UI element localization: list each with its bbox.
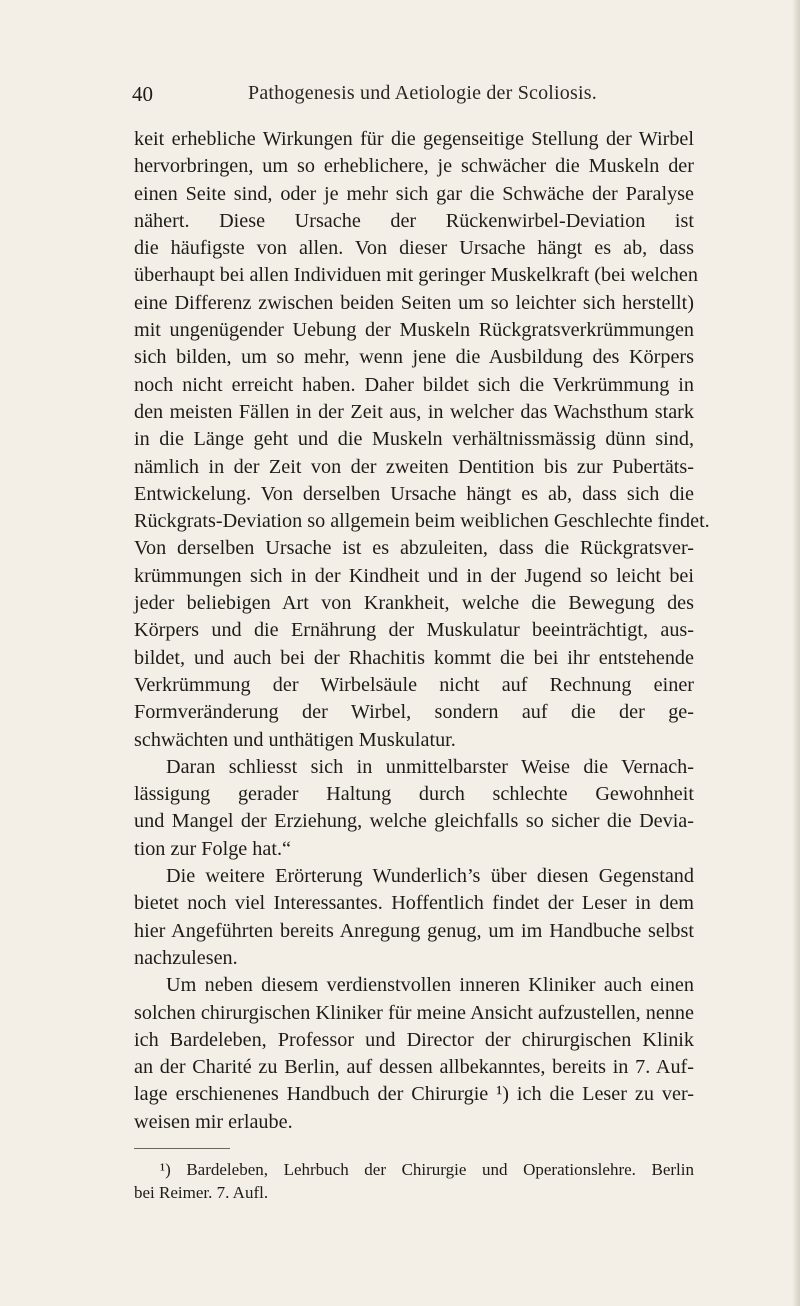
text-line: bildet, und auch bei der Rhachitis kommt die bei ihr entstehende	[134, 646, 694, 669]
text-line: krümmungen sich in der Kindheit und in der Jugend so leicht bei	[134, 564, 694, 587]
page-number: 40	[132, 82, 153, 106]
text-line: bietet noch viel Interessantes. Hoffentlich findet der Leser in dem	[134, 892, 694, 915]
text-line: schwächten und unthätigen Muskulatur.	[134, 728, 456, 751]
text-line: und Mangel der Erziehung, welche gleichfalls so sicher die Devia-	[134, 810, 694, 833]
text-line: hervorbringen, um so erheblichere, je schwächer die Muskeln der	[134, 155, 694, 178]
text-line: die häufigste von allen. Von dieser Ursache hängt es ab, dass	[134, 237, 694, 260]
footnote	[134, 1158, 694, 1204]
running-head: Pathogenesis und Aetiologie der Scoliosis.	[248, 82, 597, 104]
text-line: jeder beliebigen Art von Krankheit, welche die Bewegung des	[134, 592, 694, 615]
footnote-line: bei Reimer. 7. Aufl.	[134, 1183, 269, 1202]
text-line: Daran schliesst sich in unmittelbarster Weise die Vernach-	[166, 755, 694, 778]
text-line: Verkrümmung der Wirbelsäule nicht auf Rechnung einer	[134, 673, 694, 696]
text-line: lage erschienenes Handbuch der Chirurgie ¹) ich die Leser zu ver-	[134, 1083, 694, 1106]
footnote-divider	[134, 1148, 230, 1149]
text-line: nachzulesen.	[134, 946, 238, 969]
text-line: an der Charité zu Berlin, auf dessen allbekanntes, bereits in 7. Auf-	[134, 1056, 694, 1079]
text-line: Entwickelung. Von derselben Ursache hängt es ab, dass sich die	[134, 482, 694, 505]
text-line: nämlich in der Zeit von der zweiten Dentition bis zur Pubertäts-	[134, 455, 694, 478]
text-line: nähert. Diese Ursache der Rückenwirbel-Deviation ist	[134, 209, 694, 232]
text-line: weisen mir erlaube.	[134, 1110, 293, 1133]
text-line: eine Differenz zwischen beiden Seiten um so leichter sich herstellt)	[134, 291, 694, 314]
text-line: tion zur Folge hat.“	[134, 837, 291, 860]
text-line: Rückgrats-Deviation so allgemein beim weiblichen Geschlechte findet.	[134, 510, 710, 533]
text-line: ich Bardeleben, Professor und Director der chirurgischen Klinik	[134, 1028, 694, 1051]
text-line: solchen chirurgischen Kliniker für meine Ansicht aufzustellen, nenne	[134, 1001, 694, 1024]
footnote-line: ¹) Bardeleben, Lehrbuch der Chirurgie und Operationslehre. Berlin	[160, 1160, 694, 1179]
text-line: überhaupt bei allen Individuen mit geringer Muskelkraft (bei welchen	[134, 264, 698, 287]
text-line: Körpers und die Ernährung der Muskulatur beeinträchtigt, aus-	[134, 619, 694, 642]
text-line: noch nicht erreicht haben. Daher bildet sich die Verkrümmung in	[134, 373, 694, 396]
text-line: hier Angeführten bereits Anregung genug, um im Handbuche selbst	[134, 919, 694, 942]
text-line: Die weitere Erörterung Wunderlich’s über diesen Gegenstand	[166, 865, 694, 888]
text-line: den meisten Fällen in der Zeit aus, in welcher das Wachsthum stark	[134, 400, 694, 423]
text-line: sich bilden, um so mehr, wenn jene die Ausbildung des Körpers	[134, 346, 694, 369]
page-header	[0, 82, 800, 112]
text-line: mit ungenügender Uebung der Muskeln Rückgratsverkrümmungen	[134, 319, 694, 342]
text-line: Von derselben Ursache ist es abzuleiten, dass die Rückgratsver-	[134, 537, 694, 560]
text-line: Formveränderung der Wirbel, sondern auf die der ge-	[134, 701, 694, 724]
text-line: in die Länge geht und die Muskeln verhältnissmässig dünn sind,	[134, 428, 694, 451]
body-text	[134, 126, 710, 1136]
text-line: keit erhebliche Wirkungen für die gegenseitige Stellung der Wirbel	[134, 128, 694, 150]
text-line: einen Seite sind, oder je mehr sich gar die Schwäche der Paralyse	[134, 182, 694, 205]
page-edge-shadow	[792, 0, 800, 1306]
text-line: lässigung gerader Haltung durch schlechte Gewohnheit	[134, 783, 694, 806]
text-line: Um neben diesem verdienstvollen inneren Kliniker auch einen	[166, 974, 694, 997]
